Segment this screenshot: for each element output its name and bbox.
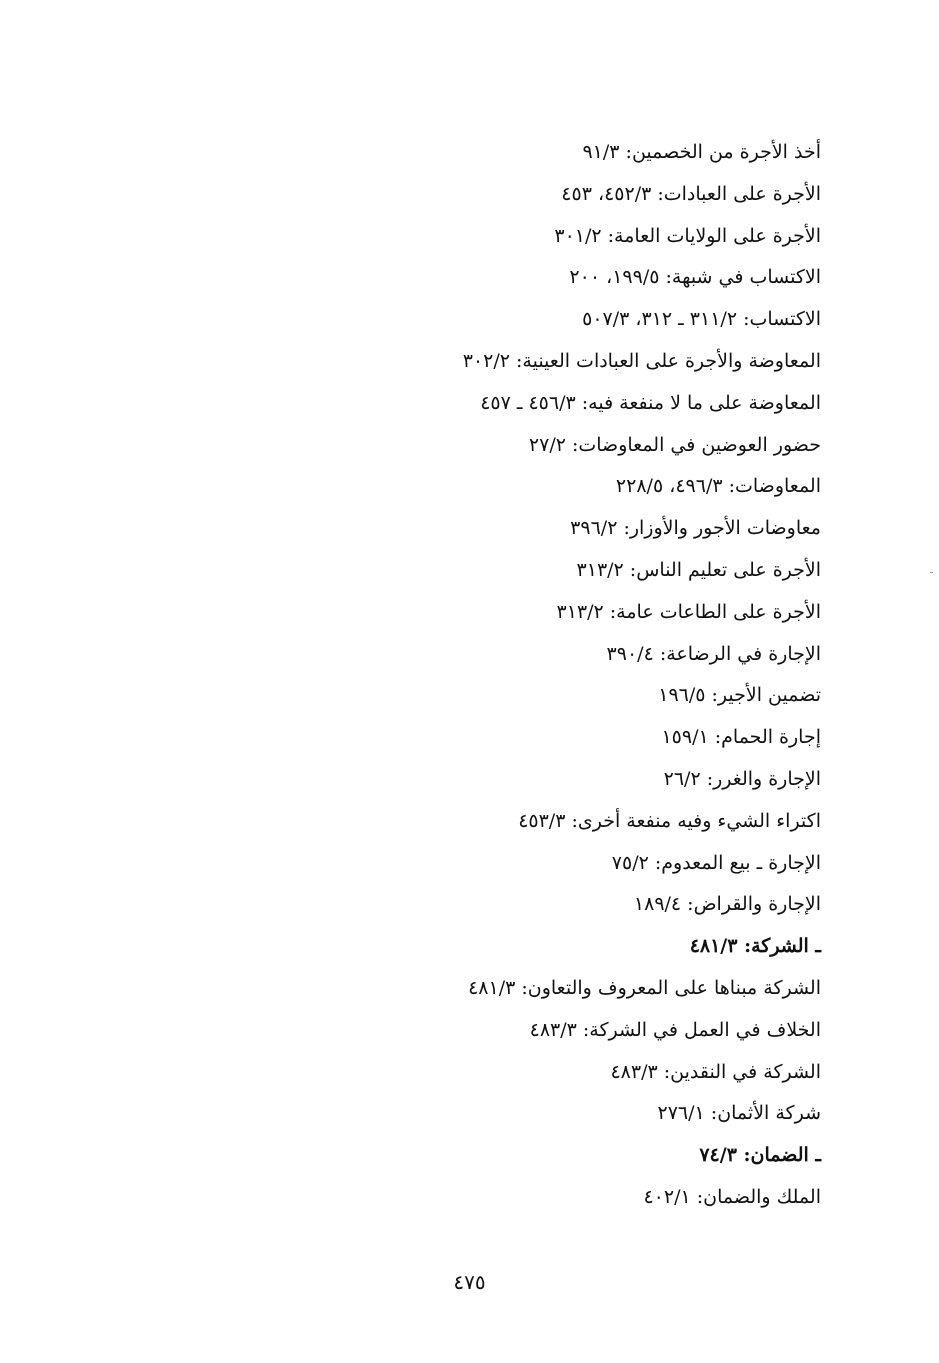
index-entry: الملك والضمان: ٤٠٢/١ xyxy=(643,1185,821,1208)
index-entry: الأجرة على العبادات: ٤٥٢/٣، ٤٥٣ xyxy=(561,182,821,205)
index-entry: الإجارة والقراض: ١٨٩/٤ xyxy=(633,893,821,916)
index-entry: الإجارة في الرضاعة: ٣٩٠/٤ xyxy=(606,642,821,665)
index-entry: الشركة في النقدين: ٤٨٣/٣ xyxy=(610,1060,821,1083)
index-entry: أخذ الأجرة من الخصمين: ٩١/٣ xyxy=(582,141,821,163)
index-entry: الاكتساب: ٣١١/٢ ـ ٣١٢، ٥٠٧/٣ xyxy=(582,308,821,331)
index-entry: الإجارة والغرر: ٢٦/٢ xyxy=(663,767,821,790)
index-section-heading: ـ الضمان: ٧٤/٣ xyxy=(699,1144,821,1167)
index-entry: شركة الأثمان: ٢٧٦/١ xyxy=(657,1102,821,1125)
index-entry: المعاوضة والأجرة على العبادات العينية: ٣٠٢/٢ xyxy=(462,349,821,372)
index-entry: المعاوضات: ٤٩٦/٣، ٢٢٨/٥ xyxy=(615,475,821,498)
index-entry: الأجرة على تعليم الناس: ٣١٣/٢ xyxy=(576,558,821,581)
page-number: ٤٧٥ xyxy=(453,1270,486,1294)
index-entry: الخلاف في العمل في الشركة: ٤٨٣/٣ xyxy=(529,1018,821,1041)
index-entry: الاكتساب في شبهة: ١٩٩/٥، ٢٠٠ xyxy=(569,266,821,289)
index-entry: حضور العوضين في المعاوضات: ٢٧/٢ xyxy=(528,433,821,456)
index-entry: تضمين الأجير: ١٩٦/٥ xyxy=(658,684,821,707)
index-list xyxy=(401,132,821,1219)
index-entry: المعاوضة على ما لا منفعة فيه: ٤٥٦/٣ ـ ٤٥٧ xyxy=(480,391,821,414)
index-section-heading: ـ الشركة: ٤٨١/٣ xyxy=(689,935,821,958)
index-entry: الأجرة على الولايات العامة: ٣٠١/٢ xyxy=(554,224,821,247)
index-entry: الشركة مبناها على المعروف والتعاون: ٤٨١/٣ xyxy=(468,976,821,999)
index-entry: الإجارة ـ بيع المعدوم: ٧٥/٢ xyxy=(611,851,821,874)
index-entry: إجارة الحمام: ١٥٩/١ xyxy=(661,726,821,749)
index-entry: اكتراء الشيء وفيه منفعة أخرى: ٤٥٣/٣ xyxy=(518,809,821,832)
index-entry: الأجرة على الطاعات عامة: ٣١٣/٢ xyxy=(556,600,821,623)
index-entry: معاوضات الأجور والأوزار: ٣٩٦/٢ xyxy=(570,517,821,540)
margin-mark xyxy=(930,572,933,573)
